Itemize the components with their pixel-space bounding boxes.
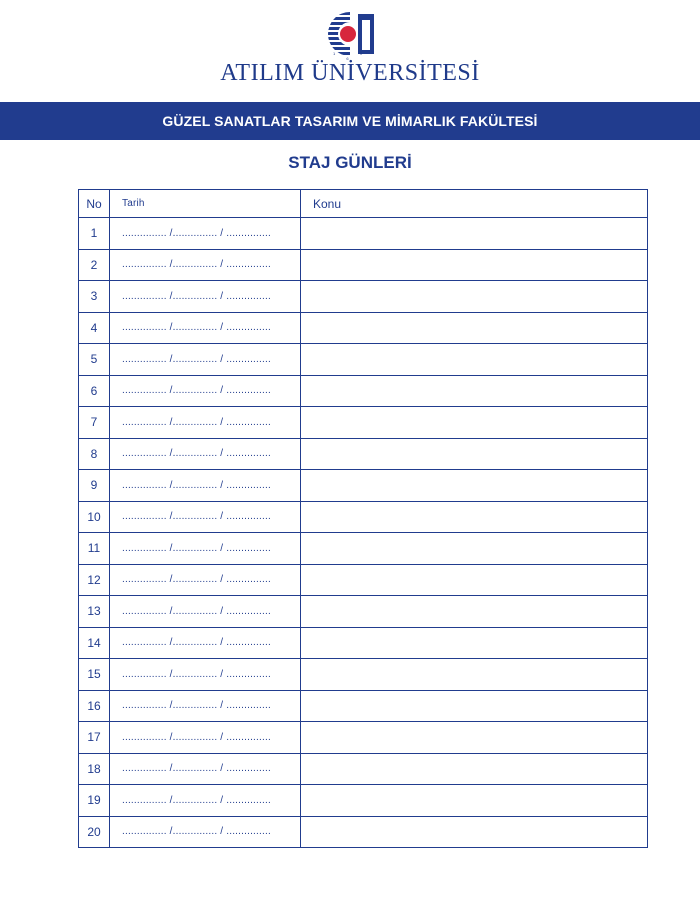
table-row bbox=[79, 564, 648, 596]
topic-field[interactable] bbox=[301, 407, 648, 439]
row-number: 10 bbox=[79, 501, 110, 533]
date-field[interactable]: ............... /............... / ............... bbox=[110, 785, 301, 817]
topic-field[interactable] bbox=[301, 690, 648, 722]
topic-field[interactable] bbox=[301, 564, 648, 596]
date-field[interactable]: ............... /............... / ............... bbox=[110, 659, 301, 691]
topic-field[interactable] bbox=[301, 722, 648, 754]
row-number: 8 bbox=[79, 438, 110, 470]
date-field[interactable]: ............... /............... / ............... bbox=[110, 501, 301, 533]
date-field[interactable]: ............... /............... / ............... bbox=[110, 533, 301, 565]
date-field[interactable]: ............... /............... / ............... bbox=[110, 344, 301, 376]
table-row bbox=[79, 249, 648, 281]
table-row bbox=[79, 533, 648, 565]
date-field[interactable]: ............... /............... / ............... bbox=[110, 753, 301, 785]
column-header-no: No bbox=[79, 190, 110, 218]
topic-field[interactable] bbox=[301, 344, 648, 376]
row-number: 9 bbox=[79, 470, 110, 502]
date-field[interactable]: ............... /............... / ............... bbox=[110, 690, 301, 722]
date-field[interactable]: ............... /............... / ............... bbox=[110, 312, 301, 344]
document-title: STAJ GÜNLERİ bbox=[288, 153, 412, 172]
topic-field[interactable] bbox=[301, 501, 648, 533]
table-header-row bbox=[79, 190, 648, 218]
topic-field[interactable] bbox=[301, 596, 648, 628]
topic-field[interactable] bbox=[301, 659, 648, 691]
topic-field[interactable] bbox=[301, 218, 648, 250]
date-field[interactable]: ............... /............... / ............... bbox=[110, 470, 301, 502]
row-number: 20 bbox=[79, 816, 110, 848]
row-number: 16 bbox=[79, 690, 110, 722]
date-field[interactable]: ............... /............... / ............... bbox=[110, 218, 301, 250]
topic-field[interactable] bbox=[301, 753, 648, 785]
column-header-date: Tarih bbox=[110, 190, 301, 218]
row-number: 17 bbox=[79, 722, 110, 754]
row-number: 3 bbox=[79, 281, 110, 313]
topic-field[interactable] bbox=[301, 816, 648, 848]
table-row bbox=[79, 753, 648, 785]
date-field[interactable]: ............... /............... / ............... bbox=[110, 596, 301, 628]
topic-field[interactable] bbox=[301, 281, 648, 313]
row-number: 2 bbox=[79, 249, 110, 281]
date-field[interactable]: ............... /............... / ............... bbox=[110, 375, 301, 407]
table-row bbox=[79, 659, 648, 691]
faculty-name: GÜZEL SANATLAR TASARIM VE MİMARLIK FAKÜLTESİ bbox=[162, 113, 538, 129]
row-number: 11 bbox=[79, 533, 110, 565]
table-row bbox=[79, 438, 648, 470]
date-field[interactable]: ............... /............... / ............... bbox=[110, 564, 301, 596]
university-name: ATILIM ÜNİVERSİTESİ bbox=[220, 60, 480, 86]
table-row bbox=[79, 627, 648, 659]
table-row bbox=[79, 312, 648, 344]
table-row bbox=[79, 218, 648, 250]
column-header-topic: Konu bbox=[301, 190, 648, 218]
date-field[interactable]: ............... /............... / ............... bbox=[110, 816, 301, 848]
topic-field[interactable] bbox=[301, 375, 648, 407]
table-row bbox=[79, 501, 648, 533]
date-field[interactable]: ............... /............... / ............... bbox=[110, 249, 301, 281]
row-number: 13 bbox=[79, 596, 110, 628]
row-number: 4 bbox=[79, 312, 110, 344]
row-number: 6 bbox=[79, 375, 110, 407]
date-field[interactable]: ............... /............... / ............... bbox=[110, 722, 301, 754]
table-row bbox=[79, 344, 648, 376]
topic-field[interactable] bbox=[301, 312, 648, 344]
topic-field[interactable] bbox=[301, 470, 648, 502]
row-number: 19 bbox=[79, 785, 110, 817]
logo-year: 1 9 9 6 bbox=[333, 51, 367, 61]
topic-field[interactable] bbox=[301, 533, 648, 565]
table-row bbox=[79, 407, 648, 439]
topic-field[interactable] bbox=[301, 438, 648, 470]
table-row bbox=[79, 816, 648, 848]
row-number: 15 bbox=[79, 659, 110, 691]
topic-field[interactable] bbox=[301, 627, 648, 659]
topic-field[interactable] bbox=[301, 249, 648, 281]
internship-days-table bbox=[78, 189, 648, 848]
row-number: 5 bbox=[79, 344, 110, 376]
date-field[interactable]: ............... /............... / ............... bbox=[110, 407, 301, 439]
date-field[interactable]: ............... /............... / ............... bbox=[110, 438, 301, 470]
table-row bbox=[79, 596, 648, 628]
row-number: 7 bbox=[79, 407, 110, 439]
topic-field[interactable] bbox=[301, 785, 648, 817]
table-row bbox=[79, 690, 648, 722]
row-number: 1 bbox=[79, 218, 110, 250]
date-field[interactable]: ............... /............... / ............... bbox=[110, 627, 301, 659]
row-number: 18 bbox=[79, 753, 110, 785]
table-row bbox=[79, 722, 648, 754]
table-row bbox=[79, 785, 648, 817]
table-row bbox=[79, 375, 648, 407]
table-row bbox=[79, 281, 648, 313]
row-number: 12 bbox=[79, 564, 110, 596]
table-row bbox=[79, 470, 648, 502]
date-field[interactable]: ............... /............... / ............... bbox=[110, 281, 301, 313]
row-number: 14 bbox=[79, 627, 110, 659]
